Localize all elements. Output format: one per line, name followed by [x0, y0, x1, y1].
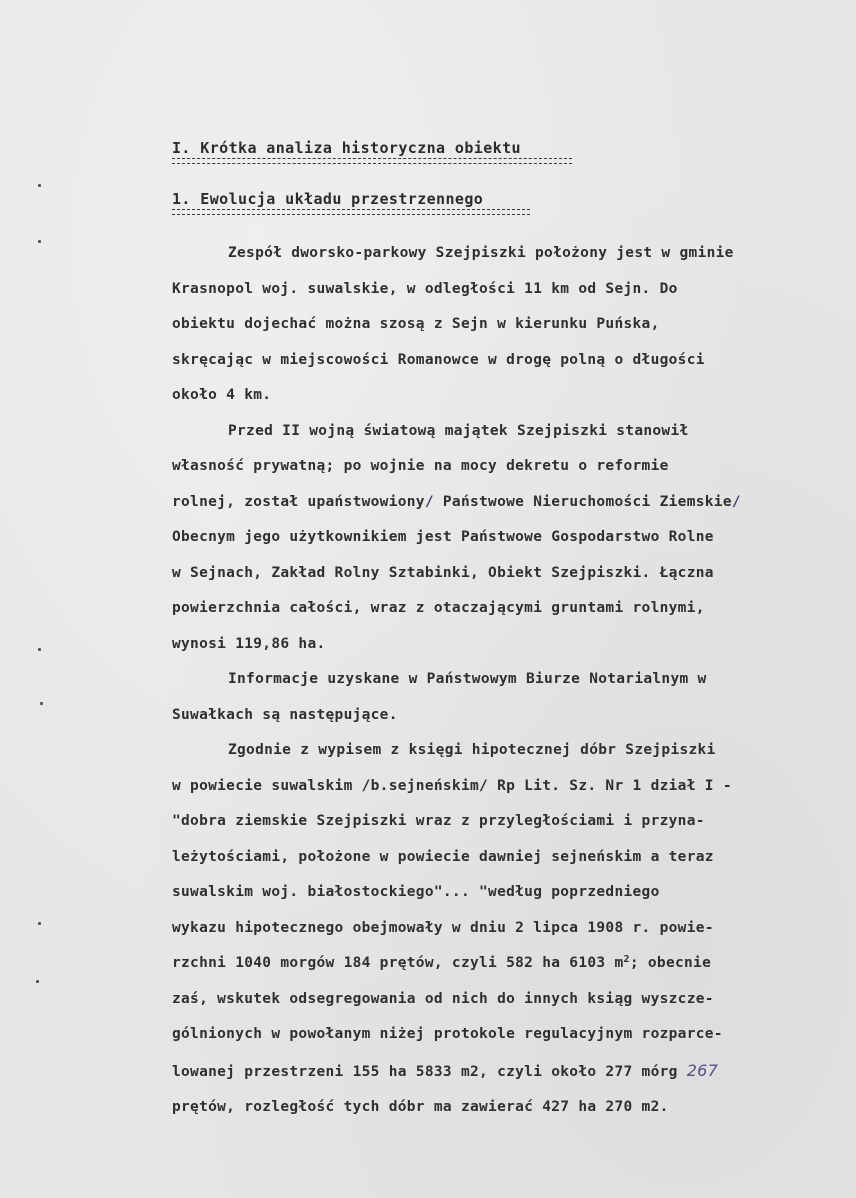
text-line: suwalskim woj. białostockiego"... "według poprzedniego [172, 884, 660, 900]
scan-speck [40, 702, 43, 705]
text-line: powierzchnia całości, wraz z otaczającymi gruntami rolnymi, [172, 600, 705, 616]
text-line: własność prywatną; po wojnie na mocy dekretu o reformie [172, 458, 669, 474]
text-line: wynosi 119,86 ha. [172, 635, 326, 652]
handwritten-number: 267 [686, 1060, 719, 1080]
paragraph-information [172, 662, 822, 733]
scan-speck [38, 184, 41, 187]
text-line: około 4 km. [172, 387, 272, 403]
scan-speck [38, 240, 41, 243]
paragraph-ownership [172, 414, 822, 663]
text-line: prętów, rozległość tych dóbr ma zawierać 427 ha 270 m2. [172, 1099, 669, 1115]
paragraph-location [172, 236, 822, 414]
subsection-heading-text: 1. Ewolucja układu przestrzennego [172, 190, 484, 208]
text-line: "dobra ziemskie Szejpiszki wraz z przyległościami i przyna- [172, 813, 705, 829]
text-fragment: rzchni 1040 morgów 184 prętów, czyli 582 ha 6103 m [172, 955, 624, 971]
subsection-heading [172, 190, 530, 215]
text-line: skręcając w miejscowości Romanowce w drogę polną o długości [172, 351, 705, 368]
handwritten-slash: / [731, 493, 741, 510]
text-line [172, 1053, 822, 1091]
text-line: leżytościami, położone w powiecie dawniej sejneńskim a teraz [172, 848, 714, 865]
text-line: w powiecie suwalskim /b.sejneńskim/ Rp Lit. Sz. Nr 1 dział I - [172, 777, 732, 794]
scan-speck [38, 648, 41, 651]
document-body [172, 236, 822, 1126]
inserted-text: Państwowe Nieruchomości Ziemskie [442, 493, 732, 510]
double-dashed-underline [172, 158, 572, 164]
scan-speck [36, 980, 39, 983]
section-heading [172, 139, 572, 164]
text-line: Przed II wojną światową majątek Szejpiszki stanowił [228, 422, 689, 439]
paragraph-mortgage-record [172, 733, 822, 1126]
text-line: obiektu dojechać można szosą z Sejn w kierunku Puńska, [172, 316, 660, 332]
text-line: Zespół dworsko-parkowy Szejpiszki położony jest w gminie [228, 245, 734, 261]
section-heading-text: I. Krótka analiza historyczna obiektu [172, 139, 521, 157]
handwritten-slash: / [424, 493, 434, 510]
text-line [172, 485, 822, 521]
text-fragment: ; obecnie [629, 955, 712, 971]
double-dashed-underline [172, 209, 530, 215]
text-line: w Sejnach, Zakład Rolny Sztabinki, Obiekt Szejpiszki. Łączna [172, 564, 714, 581]
text-line: Suwałkach są następujące. [172, 706, 398, 723]
text-line: wykazu hipotecznego obejmowały w dniu 2 lipca 1908 r. powie- [172, 919, 714, 936]
text-line: Informacje uzyskane w Państwowym Biurze Notarialnym w [228, 671, 707, 687]
text-line: gólnionych w powołanym niżej protokole regulacyjnym rozparce- [172, 1026, 723, 1042]
text-fragment: rolnej, został upaństwowiony [172, 493, 425, 510]
text-line: Zgodnie z wypisem z księgi hipotecznej dóbr Szejpiszki [228, 742, 716, 758]
superscript: 2 [623, 954, 630, 965]
text-line: Krasnopol woj. suwalskie, w odległości 11 km od Sejn. Do [172, 280, 678, 297]
text-line [172, 946, 822, 982]
text-line: Obecnym jego użytkownikiem jest Państwowe Gospodarstwo Rolne [172, 529, 714, 545]
scan-speck [38, 922, 41, 925]
text-fragment: lowanej przestrzeni 155 ha 5833 m2, czyli około 277 mórg [172, 1063, 678, 1080]
text-line: zaś, wskutek odsegregowania od nich do innych ksiąg wyszcze- [172, 990, 714, 1007]
